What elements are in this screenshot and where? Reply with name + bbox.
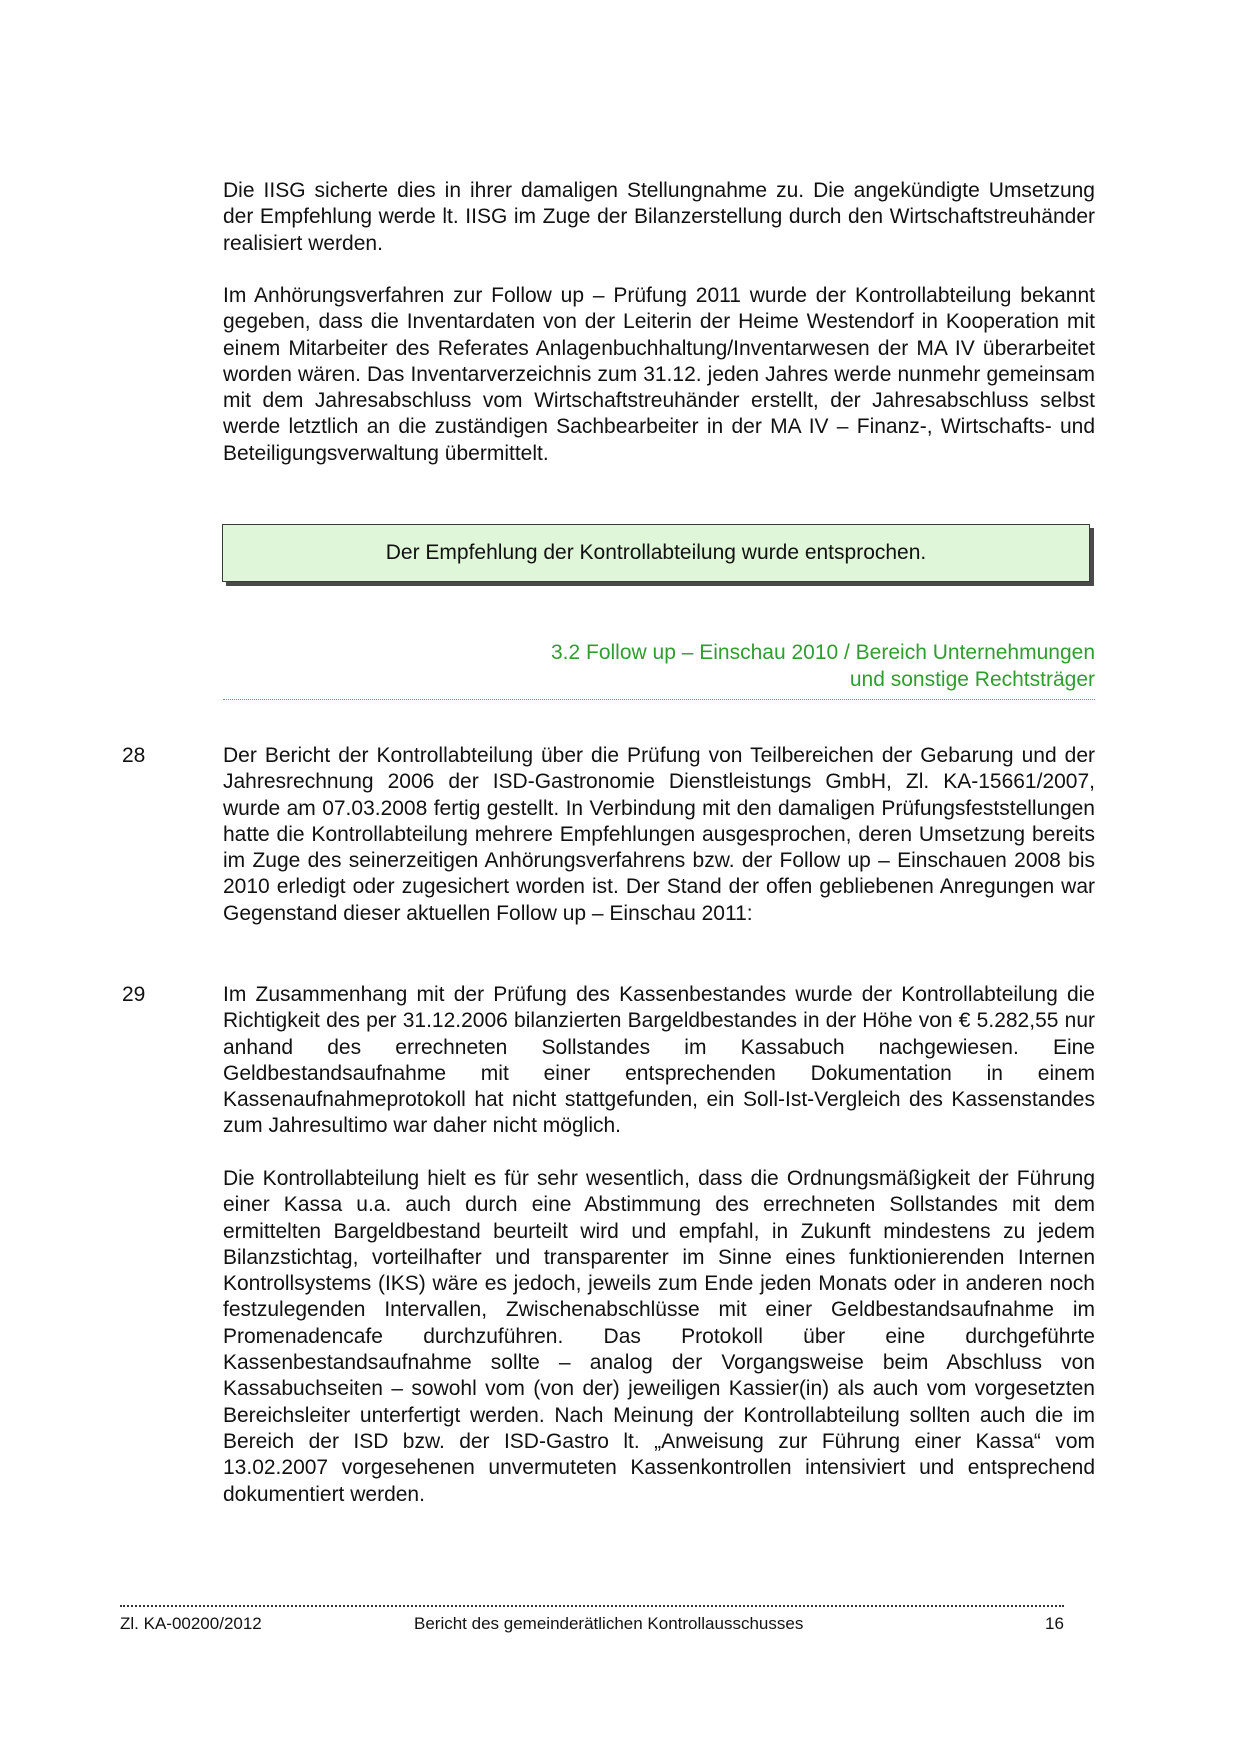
section-divider [223, 699, 1095, 700]
paragraph-28: Der Bericht der Kontrollabteilung über die Prüfung von Teilbereichen der Gebarung und der Jahresrechnung 2006 der ISD-Gastronomie Dienstleistungs GmbH, Zl. KA-15661/2007, wurde am 07.03.2008 fertig gestellt. In Verbindung mit den damaligen Prüfungsfeststellungen hatte die Kontrollabteilung mehrere Empfehlungen ausgesprochen, deren Umsetzung bereits im Zuge des seinerzeitigen Anhörungsverfahrens bzw. der Follow up – Einschauen 2008 bis 2010 erledigt oder zugesichert worden ist. Der Stand der offen gebliebenen Anregungen war Gegenstand dieser aktuellen Follow up – Einschau 2011: [223, 744, 1095, 925]
footer-title: Bericht des gemeinderätlichen Kontrollausschusses [414, 1614, 804, 1633]
paragraph-number-28: 28 [122, 744, 146, 767]
recommendation-callout-box [222, 524, 1090, 582]
page-number: 16 [1045, 1614, 1064, 1633]
paragraph-29: Im Zusammenhang mit der Prüfung des Kassenbestandes wurde der Kontrollabteilung die Richtigkeit des per 31.12.2006 bilanzierten Bargeldbestandes in der Höhe von € 5.282,55 nur anhand des errechneten Sollstandes im Kassabuch nachgewiesen. Eine Geldbestandsaufnahme mit einer entsprechenden Dokumentation in einem Kassenaufnahmeprotokoll hat nicht stattgefunden, ein Soll-Ist-Vergleich des Kassenstandes zum Jahresultimo war daher nicht möglich. [223, 983, 1095, 1138]
paragraph-hearing-procedure: Im Anhörungsverfahren zur Follow up – Prüfung 2011 wurde der Kontrollabteilung bekannt gegeben, dass die Inventardaten von der Leiterin der Heime Westendorf in Kooperation mit einem Mitarbeiter des Referates Anlagenbuchhaltung/Inventarwesen der MA IV überarbeitet worden wären. Das Inventarverzeichnis zum 31.12. jeden Jahres werde nunmehr gemeinsam mit dem Jahresabschluss vom Wirtschaftstreuhänder erstellt, der Jahresabschluss selbst werde letztlich an die zuständigen Sachbearbeiter in der MA IV – Finanz-, Wirtschafts- und Beteiligungsverwaltung übermittelt. [223, 284, 1095, 465]
paragraph-cash-recommendation: Die Kontrollabteilung hielt es für sehr wesentlich, dass die Ordnungsmäßigkeit der Führung einer Kassa u.a. auch durch eine Abstimmung des errechneten Sollstandes mit dem ermittelten Bargeldbestand beurteilt wird und empfahl, in Zukunft mindestens zu jedem Bilanzstichtag, vorteilhafter und transparenter im Sinne eines funktionierenden Internen Kontrollsystems (IKS) wäre es jedoch, jeweils zum Ende jeden Monats oder in anderen noch festzulegenden Intervallen, Zwischenabschlüsse mit einer Geldbestandsaufnahme im Promenadencafe durchzuführen. Das Protokoll über eine durchgeführte Kassenbestandsaufnahme sollte – analog der Vorgangsweise beim Abschluss von Kassabuchseiten – sowohl vom (von der) jeweiligen Kassier(in) als auch vom vorgesetzten Bereichsleiter unterfertigt werden. Nach Meinung der Kontrollabteilung sollten auch die im Bereich der ISD bzw. der ISD-Gastro lt. „Anweisung zur Führung einer Kassa“ vom 13.02.2007 vorgesehenen unvermuteten Kassenkontrollen intensiviert und entsprechend dokumentiert werden. [223, 1167, 1095, 1506]
paragraph-number-29: 29 [122, 983, 146, 1006]
callout-text: Der Empfehlung der Kontrollabteilung wurde entsprochen. [385, 541, 927, 564]
section-heading-line-1: 3.2 Follow up – Einschau 2010 / Bereich Unternehmungen [550, 641, 1095, 664]
footer-reference: Zl. KA-00200/2012 [120, 1614, 262, 1633]
section-heading-line-2: und sonstige Rechtsträger [849, 667, 1095, 691]
section-heading [223, 640, 1095, 693]
footer-divider [120, 1605, 1064, 1607]
paragraph-iisg-statement: Die IISG sicherte dies in ihrer damaligen Stellungnahme zu. Die angekündigte Umsetzung der Empfehlung werde lt. IISG im Zuge der Bilanzerstellung durch den Wirtschaftstreuhänder realisiert werden. [223, 179, 1095, 255]
